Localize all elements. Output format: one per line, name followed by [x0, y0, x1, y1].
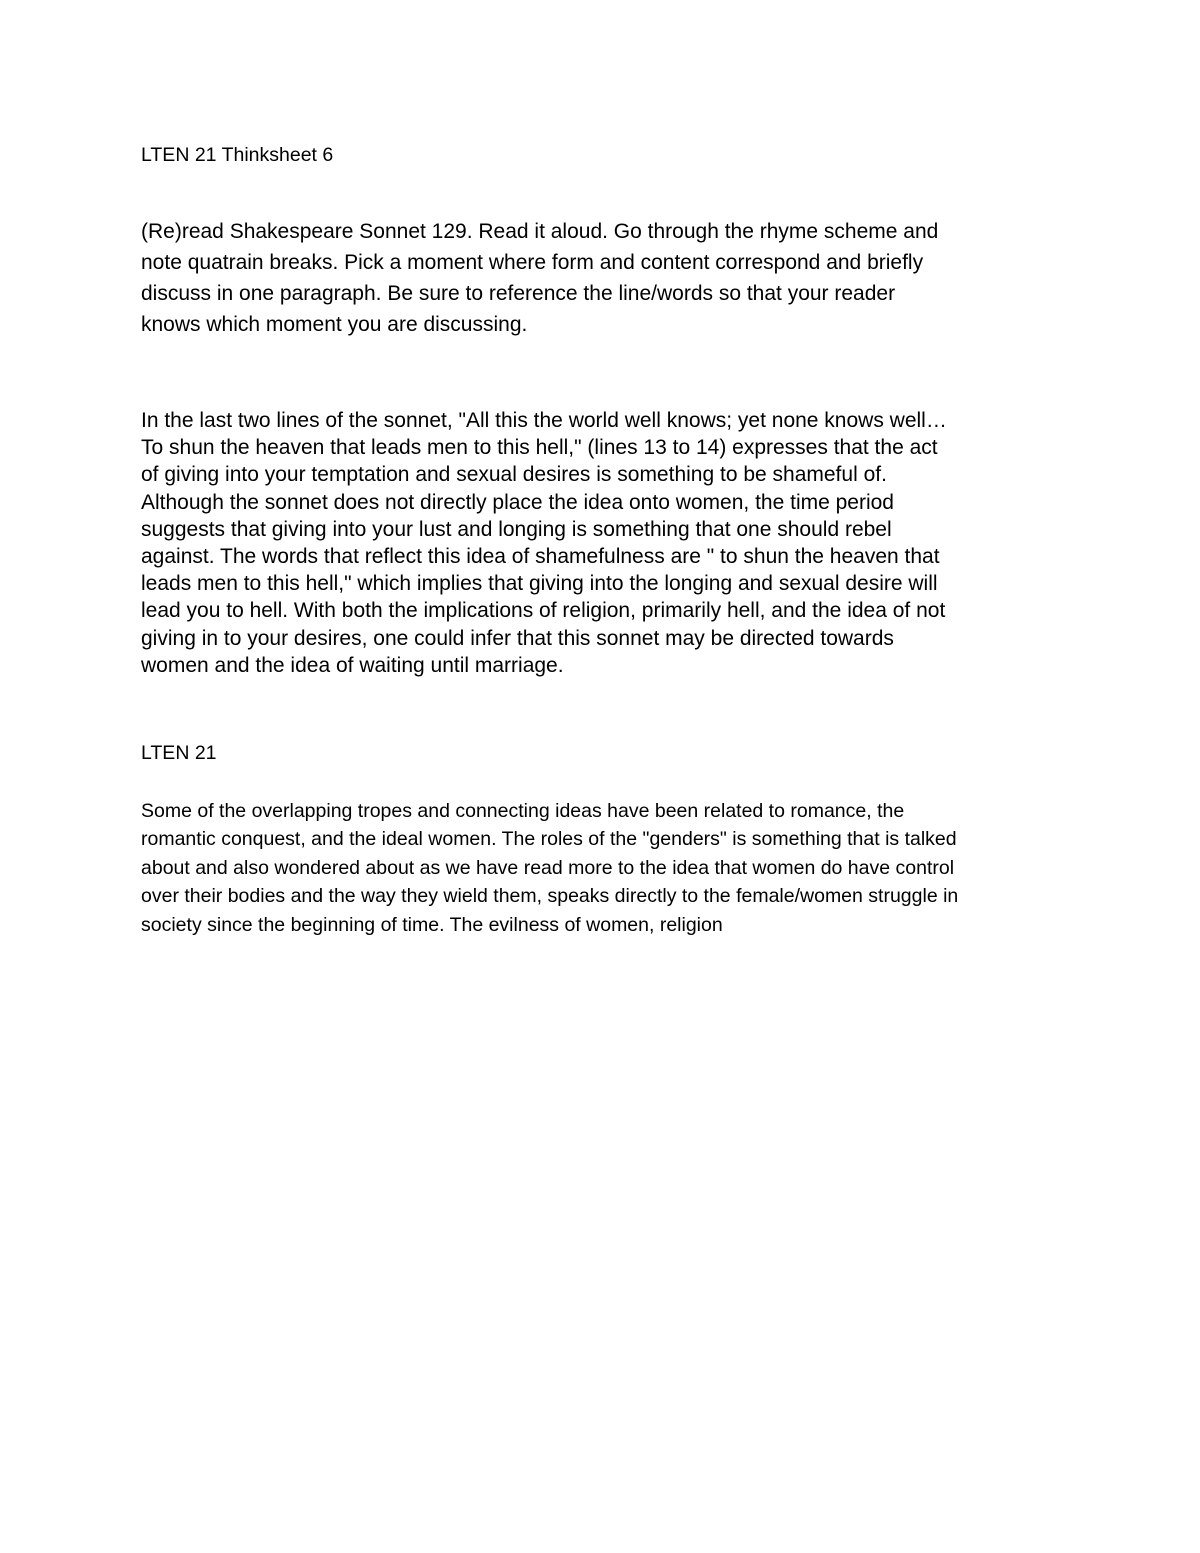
response-line: giving in to your desires, one could infer that this sonnet may be directed towards — [141, 626, 894, 650]
response-line: To shun the heaven that leads men to this hell," (lines 13 to 14) expresses that the act — [141, 436, 938, 460]
notes-line: romantic conquest, and the ideal women. The roles of the "genders" is something that is talked — [141, 828, 957, 851]
response-line: suggests that giving into your lust and longing is something that one should rebel — [141, 517, 892, 541]
response-line: women and the idea of waiting until marriage. — [141, 653, 564, 677]
prompt-line: (Re)read Shakespeare Sonnet 129. Read it aloud. Go through the rhyme scheme and — [141, 220, 939, 243]
section-heading — [141, 740, 1076, 767]
response-line: lead you to hell. With both the implications of religion, primarily hell, and the idea of not — [141, 599, 946, 623]
document-title — [141, 142, 1076, 169]
response-line: leads men to this hell," which implies that giving into the longing and sexual desire will — [141, 572, 938, 596]
response-line: of giving into your temptation and sexual desires is something to be shameful of. — [141, 463, 887, 487]
section-heading-text: LTEN 21 — [141, 742, 217, 764]
assignment-prompt — [141, 216, 1076, 340]
response-line: against. The words that reflect this idea of shamefulness are " to shun the heaven that — [141, 545, 940, 569]
response-line: In the last two lines of the sonnet, "All this the world well knows; yet none knows well… — [141, 409, 947, 432]
notes-line: Some of the overlapping tropes and connecting ideas have been related to romance, the — [141, 800, 905, 822]
prompt-line: knows which moment you are discussing. — [141, 313, 528, 336]
notes-line: about and also wondered about as we have read more to the idea that women do have control — [141, 856, 955, 879]
response-paragraph — [141, 407, 1076, 679]
notes-line: over their bodies and the way they wield them, speaks directly to the female/women struggle in — [141, 885, 959, 908]
title-text: LTEN 21 Thinksheet 6 — [141, 144, 334, 166]
response-line: Although the sonnet does not directly place the idea onto women, the time period — [141, 490, 894, 514]
notes-line: society since the beginning of time. The evilness of women, religion — [141, 913, 723, 936]
prompt-line: note quatrain breaks. Pick a moment where form and content correspond and briefly — [141, 251, 924, 274]
prompt-line: discuss in one paragraph. Be sure to reference the line/words so that your reader — [141, 282, 896, 305]
notes-paragraph — [141, 797, 1076, 939]
